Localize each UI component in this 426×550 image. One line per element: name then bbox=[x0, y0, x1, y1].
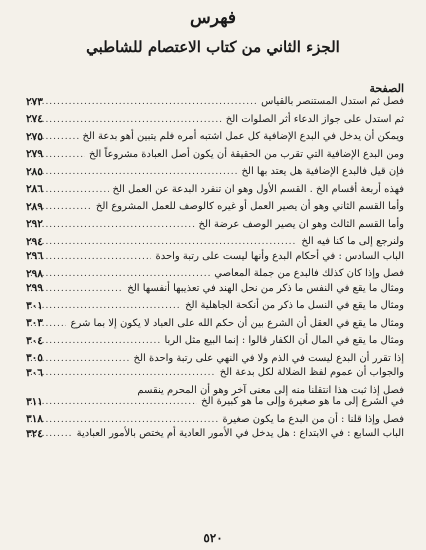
dot-leader bbox=[30, 301, 181, 313]
toc-entry bbox=[26, 236, 404, 248]
page-column-label: الصفحة bbox=[369, 82, 404, 95]
toc-page-number: ٢٩٩ bbox=[26, 282, 43, 294]
dot-leader bbox=[30, 252, 151, 264]
toc-entry-line bbox=[26, 300, 404, 312]
toc-entry-text: والجواب أن عموم لفظ الضلالة لكل بدعة الخ bbox=[219, 367, 404, 378]
toc-entry bbox=[26, 428, 404, 440]
toc-entry-line bbox=[26, 385, 404, 397]
toc-entry bbox=[26, 335, 404, 347]
dot-leader bbox=[30, 220, 195, 232]
toc-entry bbox=[26, 414, 404, 426]
dot-leader bbox=[30, 368, 216, 380]
toc-entry-text: الباب السادس : في أحكام البدع وأنها ليست على رتبة واحدة bbox=[155, 250, 404, 262]
toc-entry bbox=[26, 318, 404, 330]
toc-entry-line bbox=[26, 219, 404, 231]
toc-entry-line bbox=[26, 166, 404, 178]
dot-leader bbox=[30, 167, 237, 179]
toc-entry-text: ولنرجع إلى ما كنا فيه الخ bbox=[301, 236, 404, 247]
toc-page-number: ٣٠٣ bbox=[26, 317, 43, 329]
dot-leader bbox=[30, 115, 222, 127]
toc-entry-text: فصل وإذا قلنا : أن من البدع ما يكون صغيرة bbox=[222, 413, 404, 425]
toc-entry-line bbox=[26, 114, 404, 126]
toc-entry-line bbox=[26, 184, 404, 196]
toc-entry-text: ومثال ما يقع في النفس ما ذكر من نحل الهند في تعذيبها أنفسها الخ bbox=[127, 282, 404, 294]
toc-entry-text: فصل وإذا كان كذلك فالبدع من جملة المعاصي bbox=[214, 268, 404, 279]
toc-entry bbox=[26, 131, 404, 143]
toc-entry-text: وأما القسم الثاني وهو أن يصير العمل أو غيره كالوصف للعمل المشروع الخ bbox=[95, 201, 404, 212]
page-title: فهرس bbox=[189, 8, 237, 28]
toc-page-number: ٢٨٥ bbox=[26, 165, 43, 178]
dot-leader bbox=[30, 237, 297, 249]
toc-page-number: ٢٧٥ bbox=[26, 130, 43, 143]
toc-entry-text: ومن البدع الإضافية التي تقرب من الحقيقة أن يكون أصل العبادة مشروعاً الخ bbox=[89, 148, 404, 160]
dot-leader bbox=[30, 397, 197, 409]
toc-entry-text: ويمكن أن يدخل في البدع الإضافية كل عمل اشتبه أمره فلم يتبين أهو بدعة الخ bbox=[82, 131, 404, 142]
toc-entry-line bbox=[26, 353, 404, 365]
toc-page-number: ٣٠٤ bbox=[26, 334, 43, 347]
dot-leader bbox=[30, 354, 130, 366]
toc-entry bbox=[26, 114, 404, 126]
toc-entry-text: فهذه أربعة أقسام الخ . القسم الأول وهو ان تنفرد البدعة عن العمل الخ bbox=[112, 183, 404, 195]
page-number: ٥٢٠ bbox=[203, 531, 223, 545]
toc-page-number: ٢٧٣ bbox=[26, 95, 43, 108]
toc-entry-line bbox=[26, 335, 404, 347]
toc-entry-text: فصل ثم استدل المستنصر بالقياس bbox=[261, 96, 404, 107]
toc-page-number: ٣٠٥ bbox=[26, 352, 43, 364]
toc-page-number: ٢٩٨ bbox=[26, 267, 43, 280]
toc-page-number: ٢٩٤ bbox=[26, 235, 43, 248]
toc-entry-text: ثم استدل على جواز الدعاء أثر الصلوات الخ bbox=[225, 113, 404, 125]
toc-entry-line bbox=[26, 251, 404, 263]
toc-entry bbox=[26, 385, 404, 408]
toc-entry bbox=[26, 96, 404, 108]
toc-entry-text: ومثال ما يقع في العقل أن الشرع بين أن حكم الله على العباد لا يكون إلا بما شرع bbox=[70, 317, 404, 329]
toc-entry-text: إذا تقرر أن البدع ليست في الذم ولا في النهي على رتبة واحدة الخ bbox=[133, 352, 404, 364]
table-of-contents bbox=[26, 96, 404, 440]
toc-entry-line bbox=[26, 236, 404, 248]
toc-entry-text: فصل إذا ثبت هذا انتقلنا منه إلى معنى آخر وهو أن المحرم ينقسم bbox=[137, 384, 404, 396]
toc-entry-line bbox=[26, 201, 404, 213]
toc-entry-line bbox=[26, 367, 404, 379]
toc-page-number: ٣١١ bbox=[26, 395, 43, 408]
toc-page-number: ٢٧٤ bbox=[26, 113, 43, 125]
toc-entry bbox=[26, 283, 404, 295]
toc-entry bbox=[26, 184, 404, 196]
toc-entry bbox=[26, 219, 404, 231]
toc-entry bbox=[26, 367, 404, 379]
toc-entry-line bbox=[26, 396, 404, 408]
toc-entry bbox=[26, 353, 404, 365]
toc-entry bbox=[26, 268, 404, 280]
toc-entry-text: الباب السابع : في الابتداع : هل يدخل في الأمور العادية أم يختص بالأمور العبادية bbox=[76, 428, 404, 439]
toc-page-number: ٢٧٩ bbox=[26, 148, 43, 160]
toc-page-number: ٣٠١ bbox=[26, 299, 43, 312]
toc-entry bbox=[26, 251, 404, 263]
toc-entry-text: في الشرع إلى ما هو صغيرة وإلى ما هو كبيرة الخ bbox=[201, 396, 404, 407]
toc-page-number: ٣٢٤ bbox=[26, 427, 43, 440]
toc-entry-line bbox=[26, 268, 404, 280]
toc-page-number: ٢٨٩ bbox=[26, 200, 43, 213]
toc-entry bbox=[26, 300, 404, 312]
toc-entry bbox=[26, 166, 404, 178]
toc-entry-line bbox=[26, 131, 404, 143]
toc-entry-text: فإن قيل فالبدع الإضافية هل يعتد بها الخ bbox=[241, 166, 404, 177]
toc-entry-line bbox=[26, 283, 404, 295]
toc-entry-line bbox=[26, 96, 404, 108]
toc-page-number: ٢٨٦ bbox=[26, 183, 43, 195]
toc-entry-line bbox=[26, 414, 404, 426]
dot-leader bbox=[30, 336, 160, 348]
toc-page-number: ٣٠٦ bbox=[26, 366, 43, 379]
toc-entry-line bbox=[26, 318, 404, 330]
toc-entry bbox=[26, 201, 404, 213]
toc-entry-text: ومثال ما يقع في المال أن الكفار قالوا : إنما البيع مثل الربا bbox=[164, 335, 404, 346]
toc-entry-text: وأما القسم الثالث وهو ان يصير الوصف عرضة الخ bbox=[198, 218, 404, 230]
dot-leader bbox=[30, 284, 123, 296]
dot-leader bbox=[30, 269, 210, 281]
toc-page-number: ٢٩٦ bbox=[26, 250, 43, 262]
dot-leader bbox=[30, 97, 257, 109]
dot-leader bbox=[30, 415, 219, 427]
toc-entry-line bbox=[26, 149, 404, 161]
toc-page-number: ٢٩٢ bbox=[26, 218, 43, 230]
toc-entry-line bbox=[26, 428, 404, 440]
book-subtitle: الجزء الثاني من كتاب الاعتصام للشاطبي bbox=[86, 38, 340, 56]
toc-entry bbox=[26, 149, 404, 161]
toc-entry-text: ومثال ما يقع في النسل ما ذكر من أنكحة الجاهلية الخ bbox=[185, 300, 404, 311]
toc-page-number: ٣١٨ bbox=[26, 413, 43, 425]
